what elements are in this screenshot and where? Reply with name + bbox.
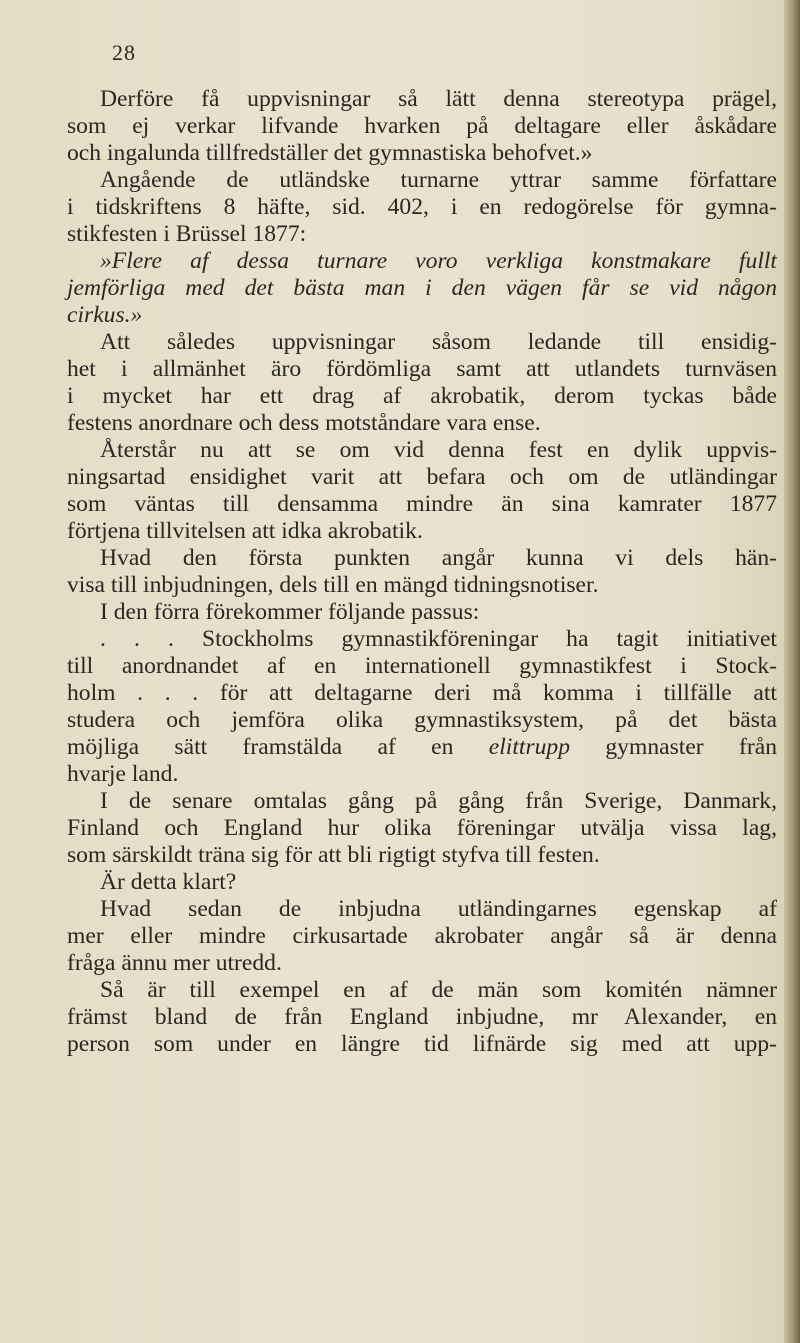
text-line: Finland och England hur olika föreningar utvälja vissa lag,	[67, 815, 777, 841]
page-number: 28	[112, 40, 136, 65]
text-line: Är detta klart?	[100, 869, 237, 895]
text-line: förtjena tillvitelsen att idka akrobatik.	[67, 518, 423, 544]
page-edge-shadow	[784, 0, 800, 1343]
text-line: möjliga sätt framstälda af en elittrupp gymnaster från	[67, 734, 777, 760]
text-line: som särskildt träna sig för att bli rigtigt styfva till festen.	[67, 842, 600, 868]
text-line: . . . Stockholms gymnastikföreningar ha tagit initiativet	[100, 626, 777, 652]
text-line: Återstår nu att se om vid denna fest en dylik uppvis-	[100, 437, 777, 463]
text-line: cirkus.»	[67, 302, 143, 328]
text-line: visa till inbjudningen, dels till en mängd tidningsnotiser.	[67, 572, 599, 598]
text-line: stikfesten i Brüssel 1877:	[67, 221, 307, 247]
text-line: och ingalunda tillfredställer det gymnastiska behofvet.»	[67, 140, 593, 166]
text-line: holm . . . för att deltagarne deri må komma i tillfälle att	[67, 680, 777, 706]
text-line: festens anordnare och dess motståndare vara ense.	[67, 410, 541, 436]
text-line: Att således uppvisningar såsom ledande till ensidig-	[100, 329, 777, 355]
text-line: Derföre få uppvisningar så lätt denna stereotypa prägel,	[100, 86, 777, 112]
text-line: person som under en längre tid lifnärde sig med att upp-	[67, 1031, 777, 1057]
text-line: jemförliga med det bästa man i den vägen får se vid någon	[67, 275, 777, 301]
text-line: het i allmänhet äro fördömliga samt att utlandets turnväsen	[67, 356, 777, 382]
text-line: till anordnandet af en internationell gymnastikfest i Stock-	[67, 653, 777, 679]
text-line: Så är till exempel en af de män som komitén nämner	[100, 977, 777, 1003]
text-line: som väntas till densamma mindre än sina kamrater 1877	[67, 491, 777, 517]
text-line: I den förra förekommer följande passus:	[100, 599, 480, 625]
text-line: fråga ännu mer utredd.	[67, 950, 282, 976]
text-line: hvarje land.	[67, 761, 179, 787]
text-line: som ej verkar lifvande hvarken på deltagare eller åskådare	[67, 113, 777, 139]
text-line: »Flere af dessa turnare voro verkliga konstmakare fullt	[100, 248, 777, 274]
text-line: Hvad sedan de inbjudna utländingarnes egenskap af	[100, 896, 777, 922]
text-line: I de senare omtalas gång på gång från Sverige, Danmark,	[100, 788, 777, 814]
text-line: främst bland de från England inbjudne, mr Alexander, en	[67, 1004, 777, 1030]
text-line: i mycket har ett drag af akrobatik, derom tyckas både	[67, 383, 777, 409]
body-text	[67, 86, 777, 1058]
text-line: ningsartad ensidighet varit att befara och om de utländingar	[67, 464, 777, 490]
text-line: mer eller mindre cirkusartade akrobater angår så är denna	[67, 923, 777, 949]
text-line: Hvad den första punkten angår kunna vi dels hän-	[100, 545, 777, 571]
text-line: i tidskriftens 8 häfte, sid. 402, i en redogörelse för gymna-	[67, 194, 777, 220]
text-line: studera och jemföra olika gymnastiksystem, på det bästa	[67, 707, 777, 733]
text-line: Angående de utländske turnarne yttrar samme författare	[100, 167, 777, 193]
